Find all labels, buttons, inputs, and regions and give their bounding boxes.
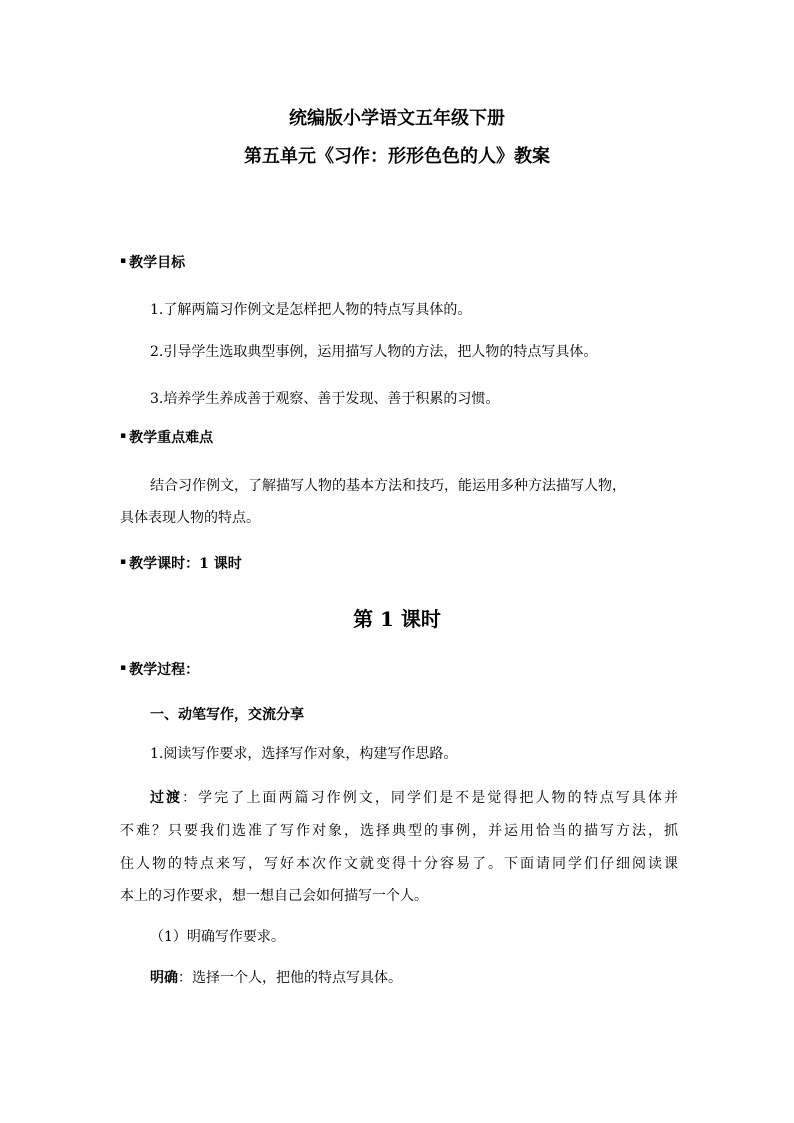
transition-line-3: 住人物的特点来写，写好本次作文就变得十分容易了。下面请同学们仔细阅读课: [120, 856, 678, 872]
clarify-label: 明确: [150, 970, 178, 986]
section-heading-process: [120, 660, 199, 680]
transition-text-1: ：学完了上面两篇习作例文，同学们是不是觉得把人物的特点写具体并: [182, 790, 678, 806]
key-points-heading-text: 教学重点难点: [129, 430, 214, 446]
key-points-line-2: 具体表现人物的特点。: [120, 510, 260, 526]
goal-item-1: 1.了解两篇习作例文是怎样把人物的特点写具体的。: [150, 302, 472, 318]
goals-heading-text: 教学目标: [129, 255, 186, 271]
transition-line-1: [150, 788, 678, 808]
section-heading-hours: [120, 554, 242, 574]
document-subtitle: 第五单元《习作：形形色色的人》教案: [244, 146, 550, 167]
bullet-mark-icon: ▪: [120, 557, 127, 567]
section-heading-key-points: [120, 428, 213, 448]
bullet-mark-icon: ▪: [120, 256, 127, 266]
transition-label: 过渡: [150, 790, 183, 806]
transition-line-4: 本上的习作要求，想一想自己会如何描写一个人。: [120, 888, 428, 904]
lesson-heading: 第 1 课时: [353, 607, 441, 631]
clarify-text: ：选择一个人，把他的特点写具体。: [178, 970, 402, 986]
hours-heading-text: 教学课时：1 课时: [129, 556, 242, 572]
process-sub-1: （1）明确写作要求。: [150, 929, 285, 945]
process-item-1: 1.阅读写作要求，选择写作对象，构建写作思路。: [150, 746, 458, 762]
section-heading-goals: [120, 253, 185, 273]
transition-line-2: 不难？只要我们选准了写作对象，选择典型的事例，并运用恰当的描写方法，抓: [120, 823, 678, 839]
goal-item-2: 2.引导学生选取典型事例，运用描写人物的方法，把人物的特点写具体。: [150, 344, 598, 360]
document-title: 统编版小学语文五年级下册: [289, 108, 505, 129]
bullet-mark-icon: ▪: [120, 431, 127, 441]
bullet-mark-icon: ▪: [120, 663, 127, 673]
process-step-1: 一、动笔写作，交流分享: [150, 707, 304, 723]
process-heading-text: 教学过程：: [129, 662, 200, 678]
key-points-line-1: 结合习作例文，了解描写人物的基本方法和技巧，能运用多种方法描写人物，: [150, 478, 626, 494]
goal-item-3: 3.培养学生养成善于观察、善于发现、善于积累的习惯。: [150, 391, 500, 407]
clarify-line: [150, 968, 402, 988]
